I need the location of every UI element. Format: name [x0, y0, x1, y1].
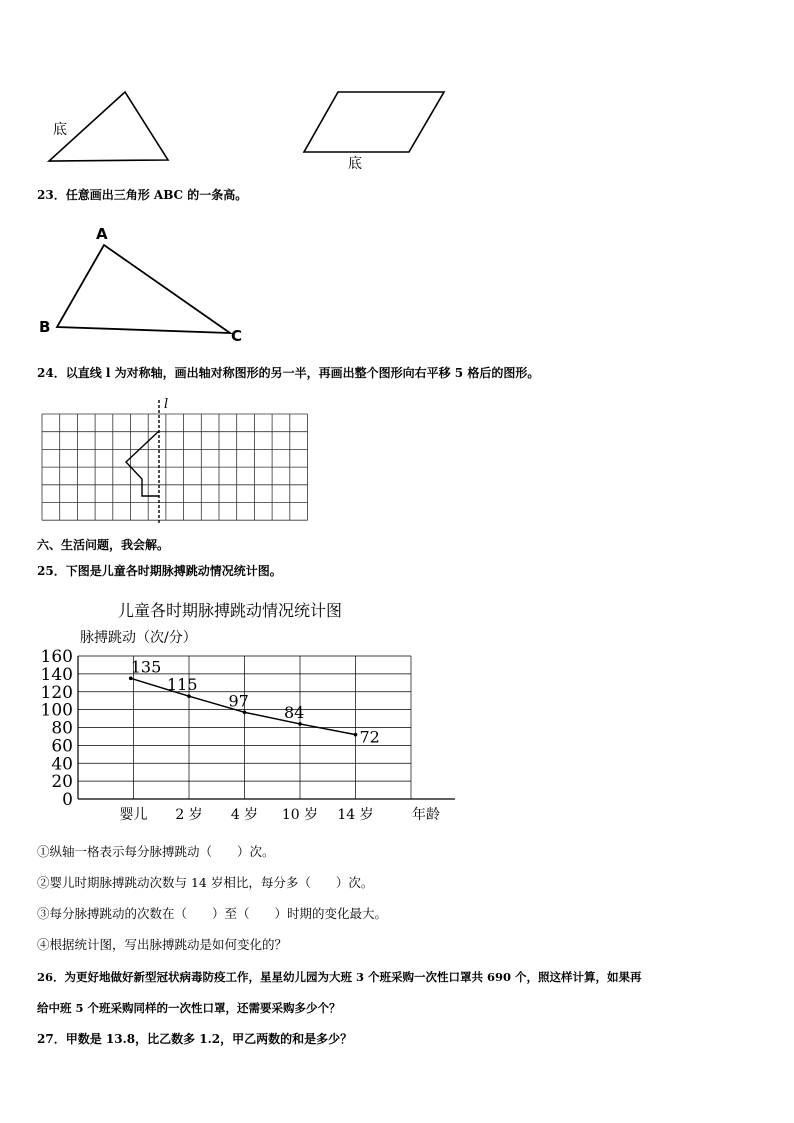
chart-y-tick-label: 100 [40, 700, 73, 721]
chart-data-label: 135 [130, 657, 162, 677]
chart-grid [78, 656, 455, 799]
section-6-heading: 六、生活问题，我会解。 [37, 538, 170, 552]
chart-x-tick-label: 14 岁 [337, 807, 374, 823]
question-26-line-1: 26．为更好地做好新型冠状病毒防疫工作，星星幼儿园为大班 3 个班采购一次性口罩共 690 个，照这样计算，如果再 [37, 970, 642, 984]
chart-y-tick-label: 160 [40, 647, 73, 667]
chart-point [187, 694, 191, 698]
chart-x-tick-label: 2 岁 [175, 807, 203, 823]
chart-point [129, 677, 133, 681]
axis-l-label: l [164, 397, 169, 412]
chart-series [129, 657, 380, 746]
chart-y-tick-label: 40 [51, 754, 73, 775]
chart-y-tick-label: 0 [62, 790, 73, 810]
question-25-sub-2: ②婴儿时期脉搏跳动次数与 14 岁相比，每分多（ ）次。 [37, 875, 374, 890]
chart-data-label: 115 [167, 675, 198, 695]
vertex-b-label: B [39, 318, 51, 336]
parallelogram-shape [304, 92, 444, 152]
chart-point [354, 733, 358, 737]
chart-y-tick-label: 60 [51, 736, 73, 757]
vertex-c-label: C [231, 327, 243, 345]
grid-lines [42, 414, 308, 520]
chart-x-tick-label: 10 岁 [281, 807, 319, 823]
question-25: 25．下图是儿童各时期脉搏跳动情况统计图。 [37, 564, 282, 578]
triangle-base-label: 底 [53, 122, 67, 138]
chart-point [298, 722, 302, 726]
pulse-line-chart [0, 645, 470, 830]
chart-point [243, 711, 247, 715]
question-25-sub-4: ④根据统计图，写出脉搏跳动是如何变化的？ [37, 937, 288, 952]
chart-y-tick-label: 140 [40, 664, 73, 685]
chart-data-label: 72 [359, 727, 380, 747]
parallelogram-base-label: 底 [348, 156, 362, 172]
base-shapes-figure [0, 0, 794, 185]
chart-y-ticks [41, 647, 73, 810]
vertex-a-label: A [96, 225, 108, 243]
chart-y-tick-label: 80 [51, 718, 73, 739]
chart-y-tick-label: 120 [40, 682, 73, 703]
chart-data-label: 84 [284, 702, 305, 722]
chart-y-tick-label: 20 [51, 772, 73, 793]
chart-title: 儿童各时期脉搏跳动情况统计图 [118, 601, 343, 620]
chart-data-label: 97 [228, 691, 249, 711]
chart-y-axis-label: 脉搏跳动（次/分） [80, 630, 197, 646]
question-27: 27．甲数是 13.8，比乙数多 1.2，甲乙两数的和是多少？ [37, 1032, 353, 1046]
triangle-abc [57, 245, 230, 333]
question-25-sub-3: ③每分脉搏跳动的次数在（ ）至（ ）时期的变化最大。 [37, 906, 388, 921]
half-figure-outline [126, 431, 159, 496]
symmetry-grid-figure [0, 395, 340, 525]
chart-x-ticks [120, 806, 374, 823]
chart-x-axis-label: 年龄 [412, 807, 440, 823]
question-25-sub-1: ①纵轴一格表示每分脉搏跳动（ ）次。 [37, 844, 275, 859]
question-24: 24．以直线 l 为对称轴，画出轴对称图形的另一半，再画出整个图形向右平移 5 格后的图形。 [37, 366, 540, 380]
question-26-line-2: 给中班 5 个班采购同样的一次性口罩，还需要采购多少个？ [37, 1001, 341, 1015]
chart-x-tick-label: 4 岁 [230, 807, 259, 823]
question-23: 23．任意画出三角形 ABC 的一条高。 [37, 188, 248, 202]
chart-x-tick-label: 婴儿 [119, 807, 148, 823]
